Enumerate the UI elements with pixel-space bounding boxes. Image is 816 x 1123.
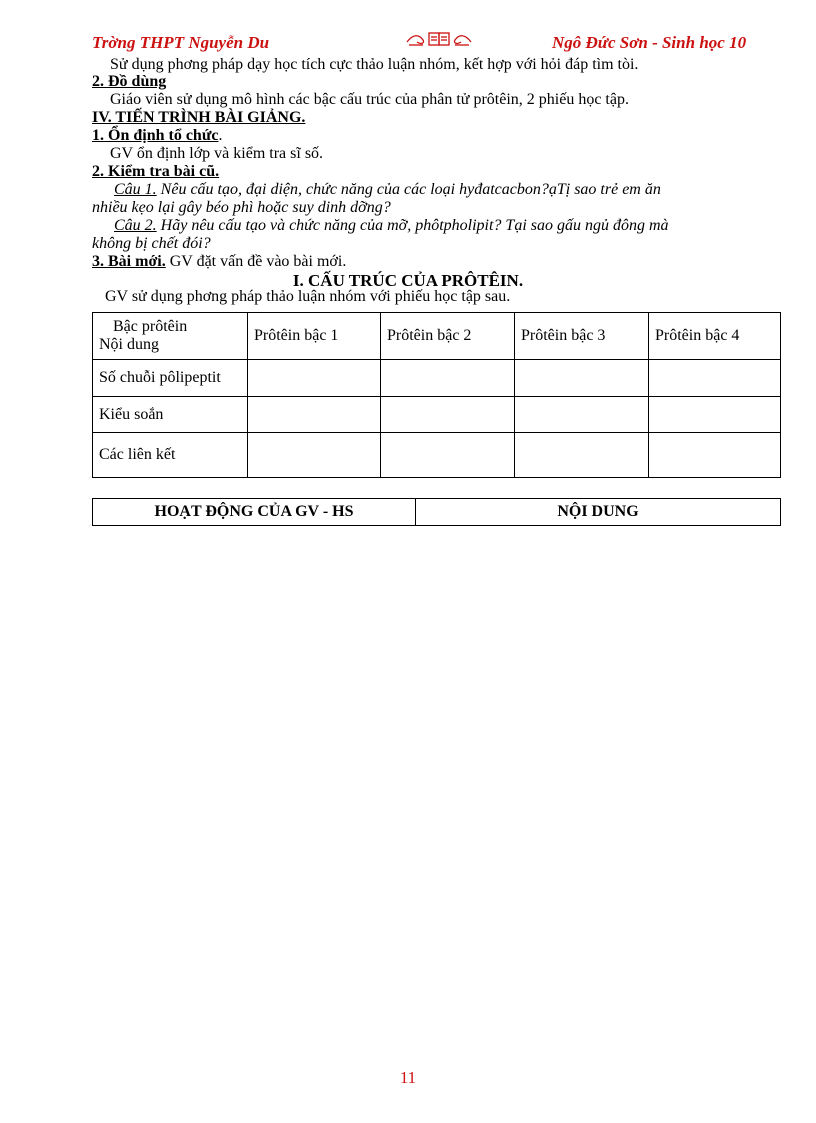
heading-old-lesson-check: 2. Kiểm tra bài cũ.	[92, 163, 220, 180]
table-row	[93, 397, 781, 433]
table-cell	[649, 433, 781, 478]
table-header-row	[93, 313, 781, 360]
activity-header-row	[93, 499, 781, 526]
table-cell	[381, 397, 515, 433]
organization-line: GV ổn định lớp và kiểm tra sĩ số.	[110, 145, 324, 162]
activity-col-teacher-student: HOẠT ĐỘNG CỦA GV - HS	[93, 499, 416, 526]
heading-organization-row	[92, 127, 792, 145]
table-cell	[515, 433, 649, 478]
table-cell	[515, 397, 649, 433]
table-cell	[248, 360, 381, 397]
table-row	[93, 360, 781, 397]
table-cell	[649, 360, 781, 397]
question-2-line-a	[114, 217, 814, 235]
worksheet-intro-line: GV sử dụng phơng pháp thảo luận nhóm với phiếu học tập sau.	[105, 288, 511, 305]
book-ornament-icon	[405, 30, 475, 53]
corner-top-label: Bậc prôtêin	[113, 318, 188, 335]
question-1-text-a: Nêu cấu tạo, đại diện, chức năng của các loại hyđatcacbon?ạTị sao trẻ em ăn	[156, 181, 661, 198]
table-corner-cell	[93, 313, 248, 360]
heading-lesson-process: IV. TIẾN TRÌNH BÀI GIẢNG.	[92, 109, 306, 126]
activity-col-content: NỘI DUNG	[416, 499, 781, 526]
table-cell	[248, 397, 381, 433]
section-number: I.	[292, 271, 304, 290]
page-number: 11	[399, 1068, 417, 1087]
corner-bottom-label: Nội dung	[99, 336, 159, 353]
heading-equipment: 2. Đồ dùng	[92, 73, 167, 90]
equipment-line: Giáo viên sử dụng mô hình các bậc cấu trúc của phân tử prôtêin, 2 phiếu học tập.	[110, 91, 629, 108]
table-cell	[649, 397, 781, 433]
header-author: Ngô Đức Sơn - Sinh học 10	[552, 33, 747, 52]
heading-organization: 1. Ổn định tổ chức	[92, 127, 219, 144]
table-cell	[381, 360, 515, 397]
table-cell	[248, 433, 381, 478]
activity-table	[92, 498, 781, 526]
question-1-line-a	[114, 181, 814, 199]
method-line: Sử dụng phơng pháp dạy học tích cực thảo luận nhóm, kết hợp với hỏi đáp tìm tòi.	[110, 56, 639, 73]
question-1-text-b: nhiều kẹo lại gây béo phì hoặc suy dinh dỡng?	[92, 199, 391, 216]
question-1-label: Câu 1.	[114, 181, 157, 198]
table-cell	[381, 433, 515, 478]
col-header-1: Prôtêin bậc 1	[248, 313, 381, 360]
table-cell	[515, 360, 649, 397]
new-lesson-text: GV đặt vấn đề vào bài mới.	[165, 253, 347, 270]
row-header-2: Kiểu soắn	[93, 397, 248, 433]
question-2-text-b: không bị chết đói?	[92, 235, 211, 252]
new-lesson-row	[92, 253, 792, 271]
row-header-3: Các liên kết	[93, 433, 248, 478]
row-header-1: Số chuỗi pôlipeptit	[93, 360, 248, 397]
heading-new-lesson: 3. Bài mới.	[92, 253, 166, 270]
col-header-4: Prôtêin bậc 4	[649, 313, 781, 360]
heading-organization-dot: .	[218, 127, 223, 144]
question-2-label: Câu 2.	[114, 217, 157, 234]
section-title-text: CẤU TRÚC CỦA PRÔTÊIN.	[303, 271, 524, 290]
header-school-name: Trờng THPT Nguyễn Du	[92, 33, 270, 52]
col-header-2: Prôtêin bậc 2	[381, 313, 515, 360]
worksheet-table	[92, 312, 781, 478]
question-2-text-a: Hãy nêu cấu tạo và chức năng của mỡ, phôtpholipit? Tại sao gấu ngủ đông mà	[156, 217, 669, 234]
col-header-3: Prôtêin bậc 3	[515, 313, 649, 360]
table-row	[93, 433, 781, 478]
